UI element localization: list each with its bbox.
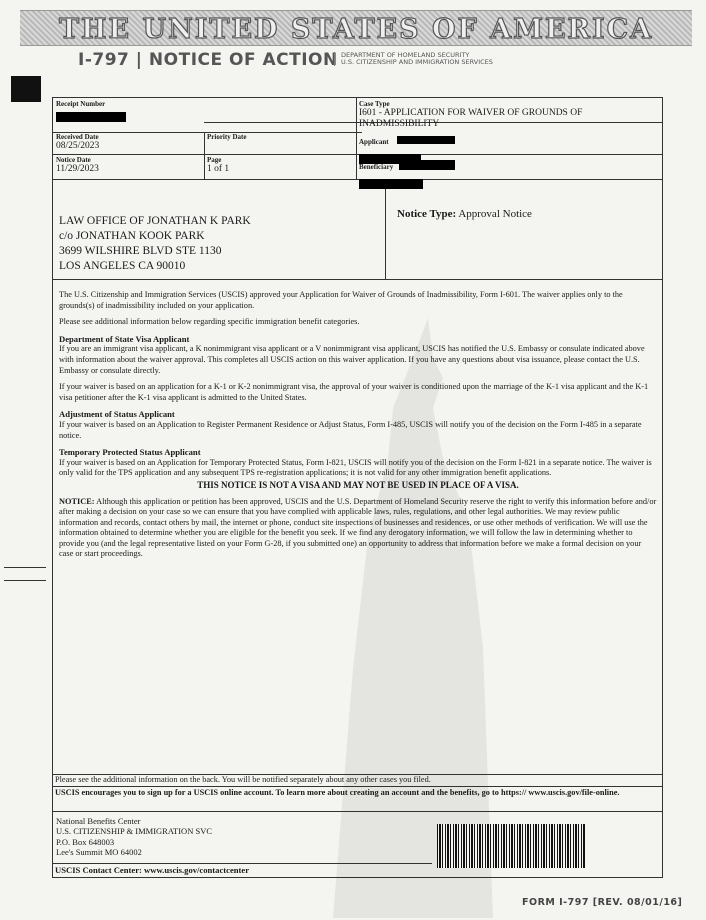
notice-text: Although this application or petition has been approved, USCIS and the U.S. Department of Homeland Security reserve the right to verify this information before and/or after making a decision on your case so we can ensure that you have complied with applicable laws, rules, regulations, and other legal authorities. We may review public information and records, contact others by mail, the internet or phone, conduct site inspections of businesses and residences, or use other methods of verification. We will use the information obtained to determine whether you are eligible for the benefit you seek. If we find any derogatory information, we will follow the law in determining whether to provide you (and the legal representative listed on your Form G-28, if you submitted one) an opportunity to address that information before we make a formal decision on your case or start proceedings. bbox=[59, 496, 657, 559]
beneficiary-label: Beneficiary bbox=[359, 163, 394, 171]
notice-paragraph bbox=[59, 497, 657, 561]
tps-paragraph: If your waiver is based on an Application for Temporary Protected Status, Form I-821, USCIS will notify you of the decision on the Form I-821 in a separate notice. The waiver is only valid for the TPS application and any subsequent TPS re-registration applications; it is not valid for any other immigration benefit applications. bbox=[59, 457, 652, 478]
header-banner bbox=[20, 10, 692, 46]
notice-body bbox=[59, 290, 657, 566]
case-type-field bbox=[359, 100, 659, 130]
address-line-1: LAW OFFICE OF JONATHAN K PARK bbox=[59, 215, 251, 227]
approval-paragraph: The U.S. Citizenship and Immigration Services (USCIS) approved your Application for Waiver of Grounds of Inadmissibility, Form I-601. The waiver applies only to the grounds(s) of inadmissibility included on your application. bbox=[59, 290, 623, 310]
redacted-beneficiary-line1 bbox=[399, 160, 455, 170]
priority-date-label: Priority Date bbox=[207, 133, 247, 141]
received-date-value: 08/25/2023 bbox=[56, 141, 100, 151]
department-line-2: U.S. CITIZENSHIP AND IMMIGRATION SERVICES bbox=[341, 58, 493, 66]
adjustment-heading: Adjustment of Status Applicant bbox=[59, 409, 175, 420]
address-line-2: c/o JONATHAN KOOK PARK bbox=[59, 230, 205, 242]
notice-type-label: Notice Type: bbox=[397, 208, 457, 220]
office-line-3: P.O. Box 648003 bbox=[56, 836, 115, 847]
applicant-label: Applicant bbox=[359, 138, 389, 146]
department-label bbox=[334, 52, 493, 66]
priority-date-field bbox=[207, 133, 246, 141]
office-line-1: National Benefits Center bbox=[56, 816, 141, 826]
state-paragraph-1: If you are an immigrant visa applicant, a K nonimmigrant visa applicant or a V nonimmigrant visa applicant, USCIS has notified the U.S. Embassy or consulate indicated above with information about the waiver approval. This completes all USCIS action on this waiver application. If you have any questions about visa issuance, please contact the U.S. Embassy or consulate directly. bbox=[59, 344, 645, 375]
department-line-1: DEPARTMENT OF HOMELAND SECURITY bbox=[341, 51, 470, 59]
tps-heading: Temporary Protected Status Applicant bbox=[59, 447, 201, 458]
notice-label: NOTICE: bbox=[59, 496, 95, 506]
redaction-square bbox=[11, 76, 41, 102]
back-info: Please see the additional information on the back. You will be notified separately about any other cases you filed. bbox=[55, 775, 431, 784]
page-label: Page bbox=[207, 156, 222, 164]
margin-marks bbox=[4, 567, 46, 581]
notice-date-field bbox=[56, 156, 99, 175]
redacted-receipt-number bbox=[56, 112, 126, 122]
receipt-number-field bbox=[56, 100, 126, 126]
online-account-info: USCIS encourages you to sign up for a USCIS online account. To learn more about creating an account and the benefits, go to https:// www.uscis.gov/file-online. bbox=[55, 788, 620, 797]
received-date-field bbox=[56, 133, 99, 152]
banner-text: THE UNITED STATES OF AMERICA bbox=[58, 14, 654, 45]
beneficiary-field bbox=[359, 156, 455, 192]
address-line-4: LOS ANGELES CA 90010 bbox=[59, 260, 186, 272]
form-title: I-797 | NOTICE OF ACTION bbox=[78, 50, 338, 70]
redacted-beneficiary-line2 bbox=[359, 179, 423, 189]
page-field bbox=[207, 156, 229, 175]
state-paragraph-2: If your waiver is based on an application for a K-1 or K-2 nonimmigrant visa, the approval of your waiver is conditioned upon the marriage of the K-1 visa applicant and the K-1 visa petitioner after the K-1 visa applicant is admitted to the United States. bbox=[59, 382, 649, 402]
page-value: 1 of 1 bbox=[207, 164, 230, 174]
notice-date-label: Notice Date bbox=[56, 156, 91, 164]
notice-document bbox=[52, 97, 663, 878]
office-address bbox=[56, 816, 212, 857]
contact-center: USCIS Contact Center: www.uscis.gov/contactcenter bbox=[55, 865, 250, 875]
receipt-number-label: Receipt Number bbox=[56, 100, 106, 108]
info-paragraph: Please see additional information below regarding specific immigration benefit categories. bbox=[59, 317, 360, 327]
mailing-address bbox=[59, 214, 251, 274]
notice-type bbox=[397, 208, 532, 220]
redacted-applicant-line1 bbox=[397, 136, 455, 144]
case-type-label: Case Type bbox=[359, 100, 390, 108]
not-a-visa-warning: THIS NOTICE IS NOT A VISA AND MAY NOT BE USED IN PLACE OF A VISA. bbox=[197, 479, 519, 490]
notice-date-value: 11/29/2023 bbox=[56, 164, 99, 174]
received-date-label: Received Date bbox=[56, 133, 99, 141]
office-line-2: U.S. CITIZENSHIP & IMMIGRATION SVC bbox=[56, 826, 212, 837]
office-line-4: Lee's Summit MO 64002 bbox=[56, 846, 142, 857]
adjustment-paragraph: If your waiver is based on an Application to Register Permanent Residence or Adjust Status, Form I-485, USCIS will notify you of the decision on the Form I-485 in a separate notice. bbox=[59, 419, 642, 440]
barcode bbox=[437, 824, 585, 868]
notice-type-value: Approval Notice bbox=[458, 208, 532, 220]
case-type-value: I601 - APPLICATION FOR WAIVER OF GROUNDS OF INADMISSIBILITY bbox=[359, 108, 583, 129]
form-revision: FORM I-797 [REV. 08/01/16] bbox=[522, 897, 683, 908]
state-heading: Department of State Visa Applicant bbox=[59, 333, 190, 344]
address-line-3: 3699 WILSHIRE BLVD STE 1130 bbox=[59, 245, 222, 257]
